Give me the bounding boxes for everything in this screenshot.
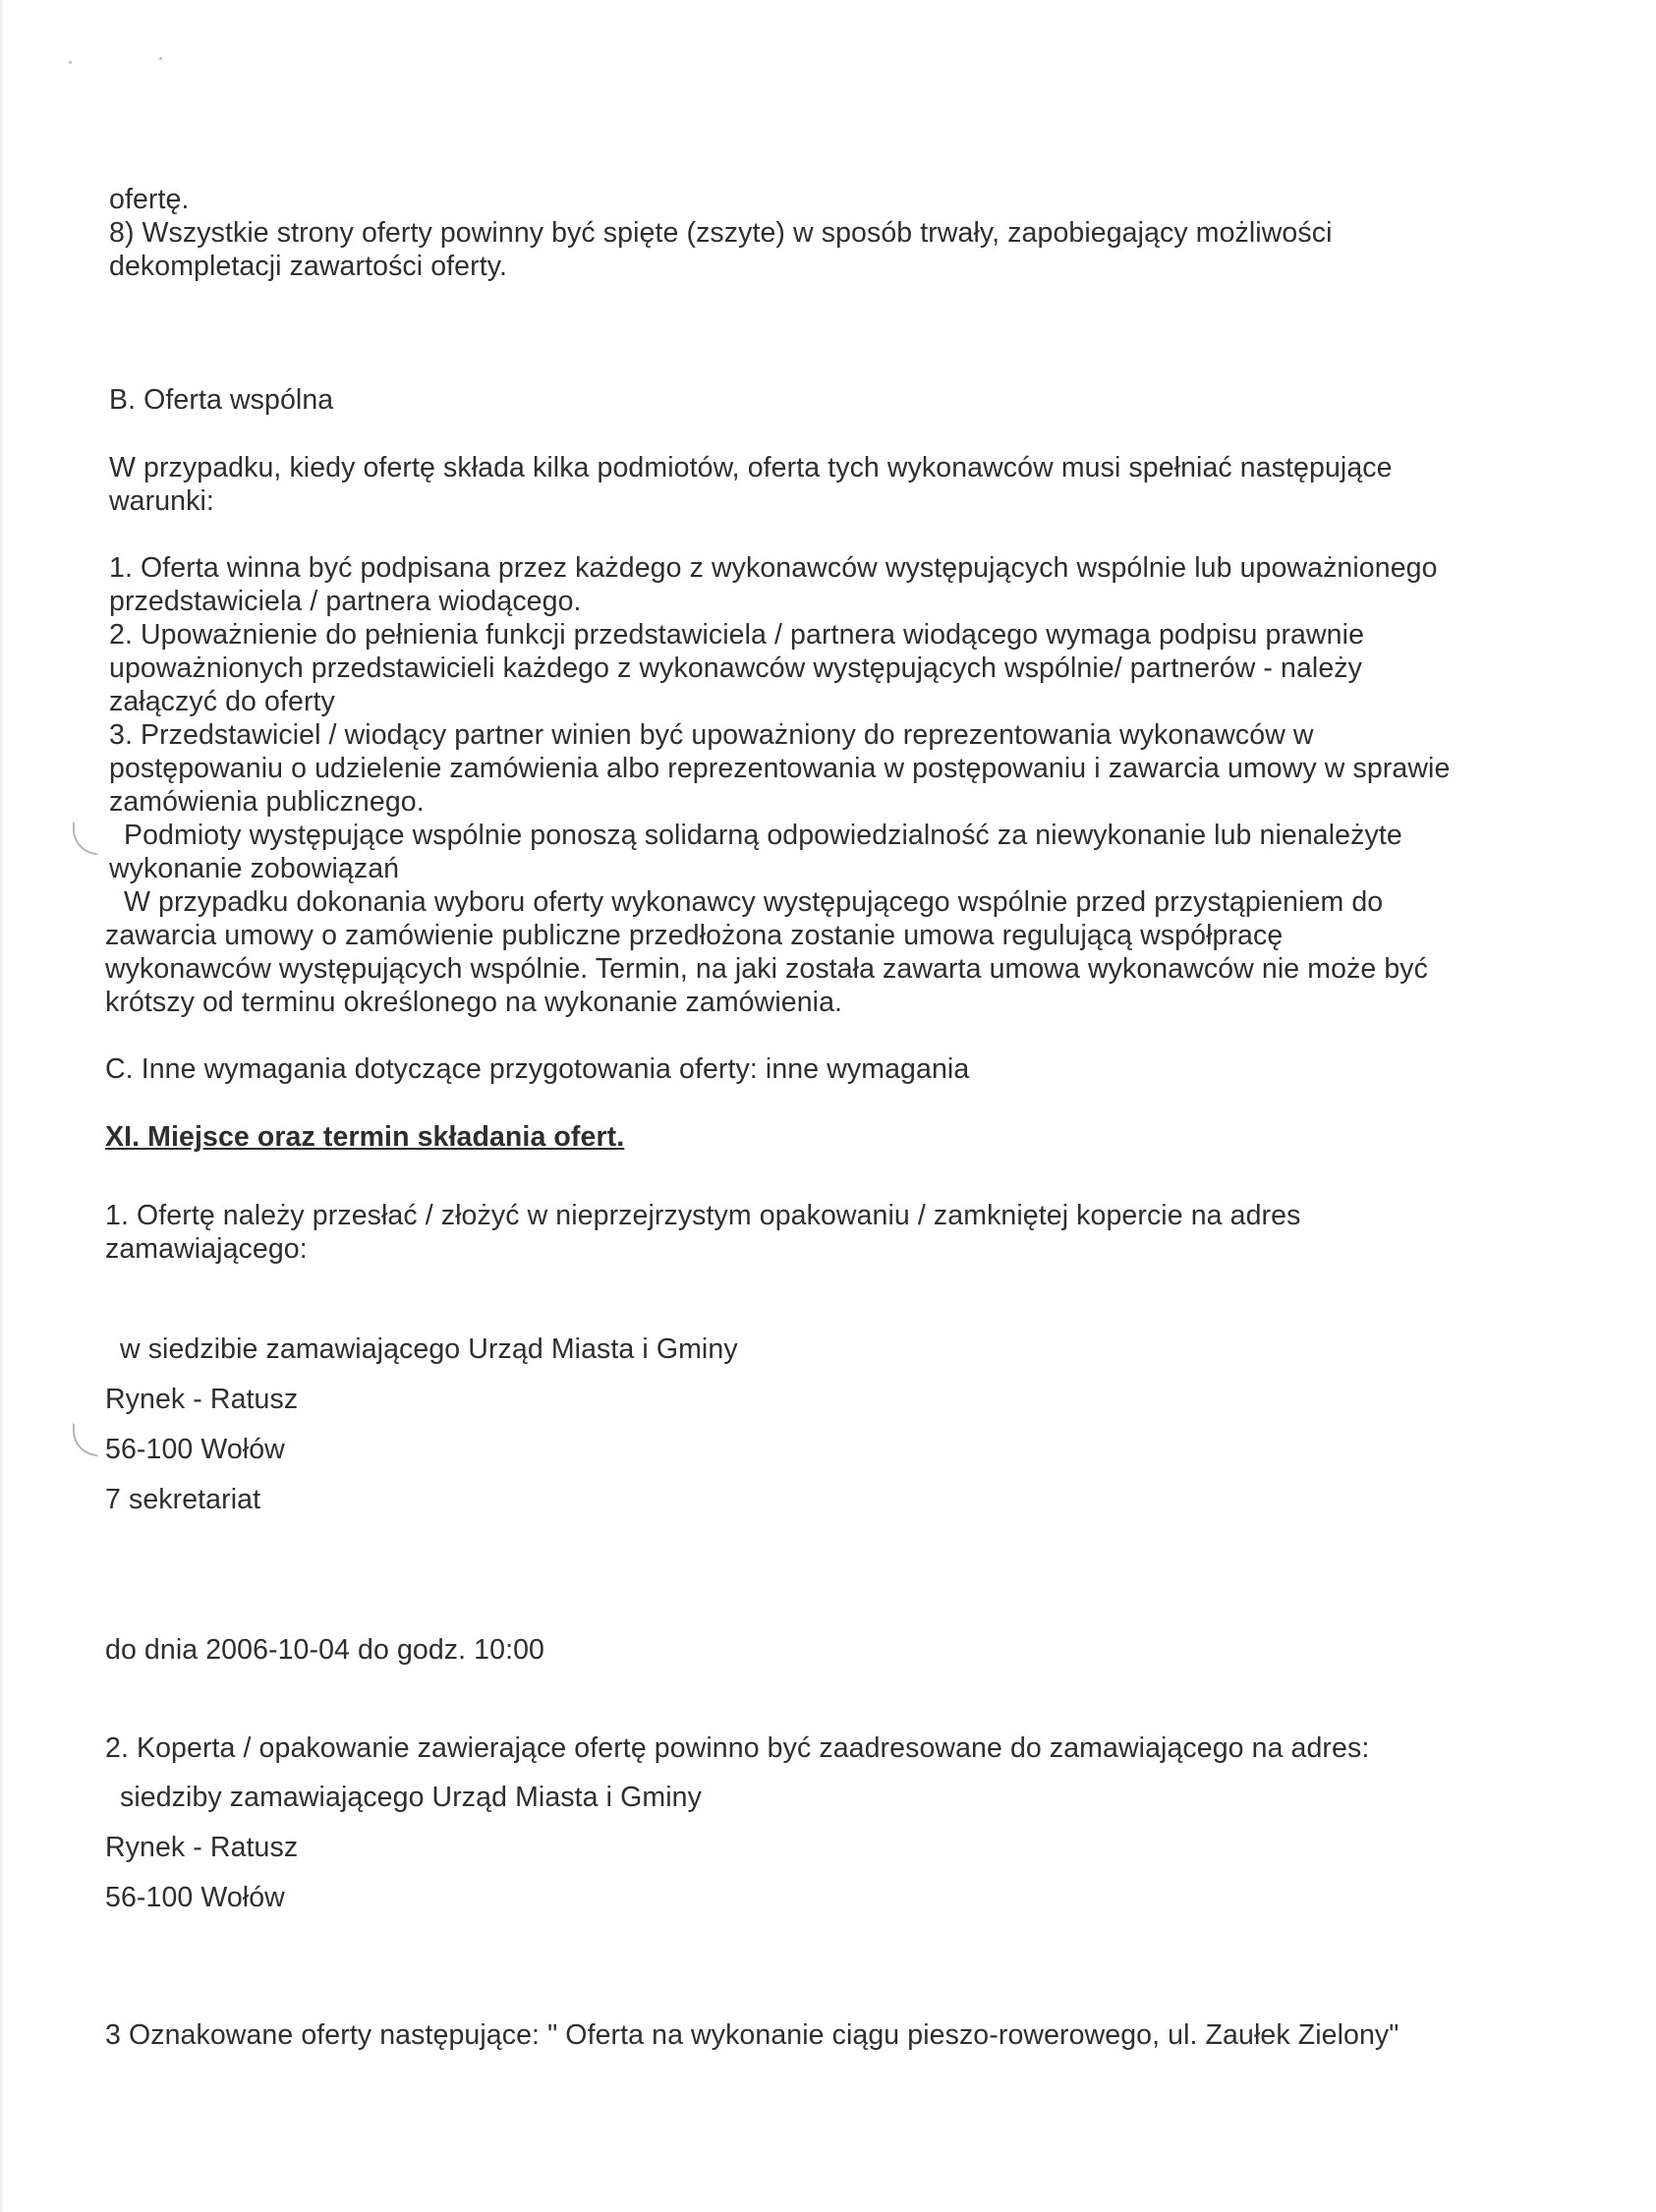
scan-edge-shadow [0, 0, 4, 2212]
text-line: 1. Ofertę należy przesłać / złożyć w nieprzejrzystym opakowaniu / zamkniętej kopercie na adres [105, 1200, 1301, 1231]
text-line: krótszy od terminu określonego na wykonanie zamówienia. [105, 987, 843, 1018]
text-line: W przypadku dokonania wyboru oferty wykonawcy występującego wspólnie przed przystąpieniem do [124, 886, 1384, 918]
scan-speck [159, 57, 162, 60]
scan-speck [69, 61, 72, 64]
punch-hole-mark [73, 822, 98, 855]
punch-hole-mark [73, 1423, 98, 1456]
address-line: 56-100 Wołów [105, 1882, 285, 1913]
text-line: dekompletacji zawartości oferty. [109, 251, 507, 282]
deadline-line: do dnia 2006-10-04 do godz. 10:00 [105, 1634, 544, 1666]
address-line: 56-100 Wołów [105, 1434, 285, 1465]
text-line: upoważnionych przedstawicieli każdego z wykonawców występujących wspólnie/ partnerów - należy [109, 652, 1363, 684]
text-line: Podmioty występujące wspólnie ponoszą solidarną odpowiedzialność za niewykonanie lub nienależyte [124, 820, 1402, 851]
text-line: wykonanie zobowiązań [109, 853, 400, 884]
section-xi-heading: XI. Miejsce oraz termin składania ofert. [105, 1121, 625, 1153]
text-line: wykonawców występujących wspólnie. Termin, na jaki została zawarta umowa wykonawców nie może być [105, 953, 1428, 985]
address-line: w siedzibie zamawiającego Urząd Miasta i Gminy [120, 1333, 738, 1365]
section-b-title: B. Oferta wspólna [109, 384, 334, 416]
text-line: załączyć do oferty [109, 686, 335, 717]
address-line: siedziby zamawiającego Urząd Miasta i Gminy [120, 1782, 702, 1813]
text-line: 1. Oferta winna być podpisana przez każdego z wykonawców występujących wspólnie lub upoważnionego [109, 552, 1438, 584]
address-line: Rynek - Ratusz [105, 1384, 299, 1415]
text-line: ofertę. [109, 184, 190, 215]
text-line: 3. Przedstawiciel / wiodący partner winien być upoważniony do reprezentowania wykonawców w [109, 719, 1314, 751]
text-line: 2. Koperta / opakowanie zawierające ofertę powinno być zaadresowane do zamawiającego na adres: [105, 1732, 1370, 1764]
text-line: zawarcia umowy o zamówienie publiczne przedłożona zostanie umowa regulującą współpracę [105, 920, 1284, 951]
text-line: zamówienia publicznego. [109, 786, 425, 818]
text-line: 3 Oznakowane oferty następujące: " Oferta na wykonanie ciągu pieszo-rowerowego, ul. Zaułek Zielony" [105, 2019, 1399, 2051]
text-line: 2. Upoważnienie do pełnienia funkcji przedstawiciela / partnera wiodącego wymaga podpisu prawnie [109, 619, 1365, 651]
text-line: warunki: [109, 485, 214, 517]
section-c-title: C. Inne wymagania dotyczące przygotowania oferty: inne wymagania [105, 1053, 970, 1085]
text-line: zamawiającego: [105, 1233, 308, 1265]
address-line: 7 sekretariat [105, 1484, 261, 1515]
text-line: 8) Wszystkie strony oferty powinny być spięte (zszyte) w sposób trwały, zapobiegający możliwości [109, 217, 1333, 249]
text-line: postępowaniu o udzielenie zamówienia albo reprezentowania w postępowaniu i zawarcia umowy w sprawie [109, 753, 1451, 784]
address-line: Rynek - Ratusz [105, 1832, 299, 1863]
text-line: W przypadku, kiedy ofertę składa kilka podmiotów, oferta tych wykonawców musi spełniać następujące [109, 452, 1393, 483]
text-line: przedstawiciela / partnera wiodącego. [109, 586, 582, 617]
